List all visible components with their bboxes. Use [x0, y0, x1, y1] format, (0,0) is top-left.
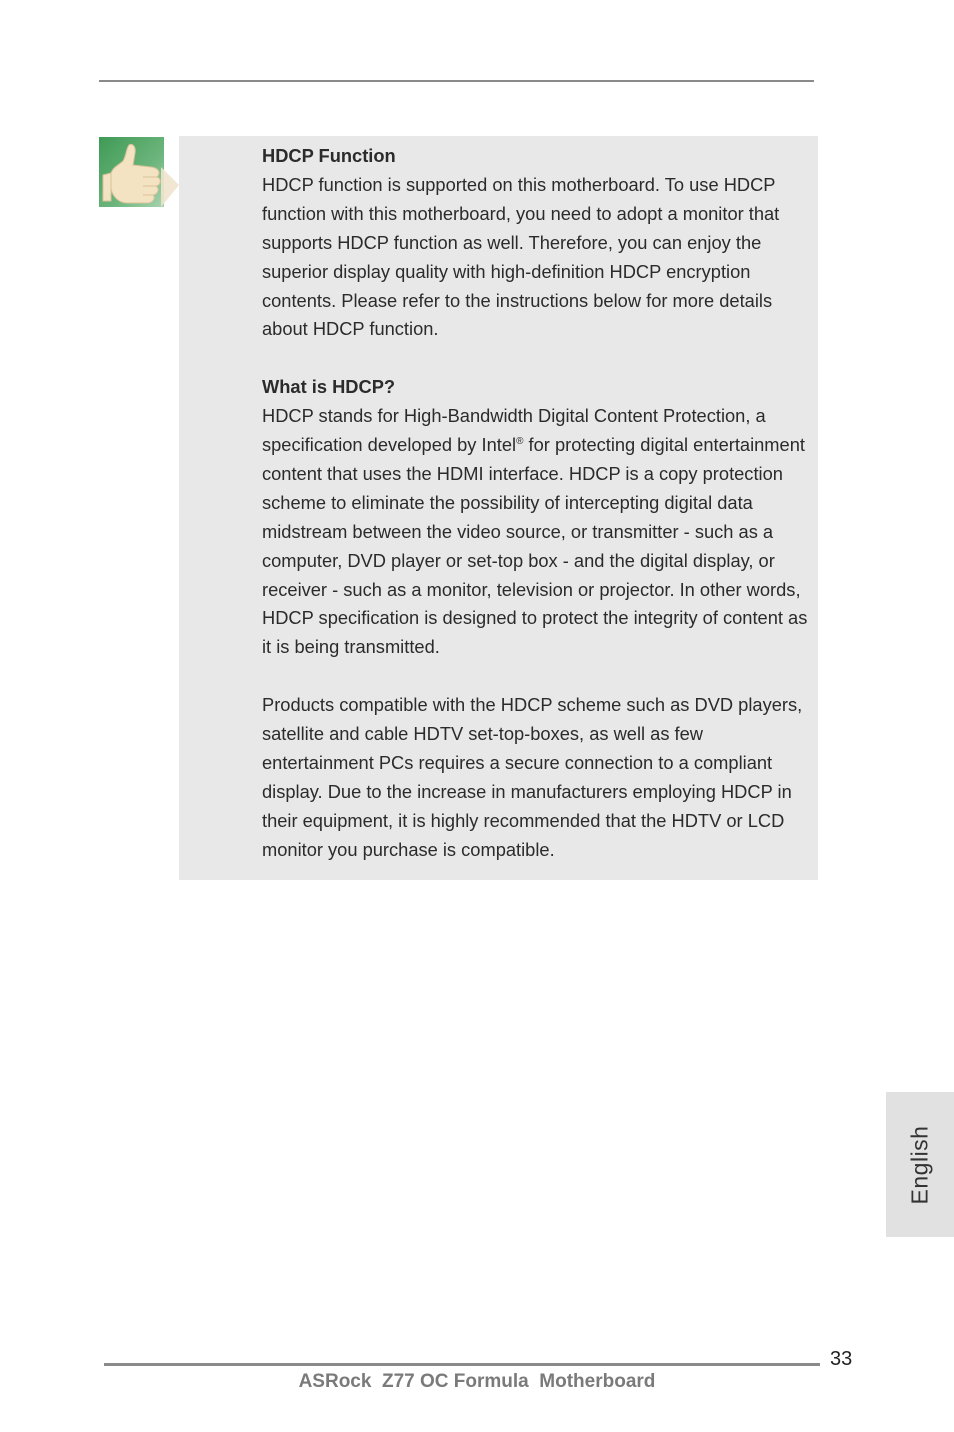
registered-mark: ®	[516, 435, 524, 447]
paragraph-compatible-products: Products compatible with the HDCP scheme such as DVD players, satellite and cable HDTV set-top-boxes, as well as few entertainment PCs requires a secure connection to a compliant display. Due to the increase in manufacturers employing HDCP in their equipment, it is highly recommended that the HDTV or LCD monitor you purchase is compatible.	[262, 694, 803, 860]
section-heading-what-is-hdcp: What is HDCP?	[262, 376, 396, 398]
note-content	[262, 142, 810, 865]
paragraph-hdcp-function: HDCP function is supported on this motherboard. To use HDCP function with this motherboard, you need to adopt a monitor that supports HDCP function as well. Therefore, you can enjoy the superior display quality with high-definition HDCP encryption contents. Please refer to the instructions below for more details about HDCP function.	[262, 173, 780, 340]
language-tab-label: English	[906, 1125, 933, 1204]
language-tab	[886, 1092, 954, 1237]
header-rule	[99, 80, 814, 82]
paragraph-text-part: for protecting digital entertainment content that uses the HDMI interface. HDCP is a copy protection scheme to eliminate the possibility of intercepting digital data midstream between the video source, or transmitter - such as a computer, DVD player or set-top box - and the digital display, or receiver - such as a monitor, television or projector. In other words, HDCP specification is designed to protect the integrity of content as it is being transmitted.	[262, 434, 808, 658]
thumbs-up-icon	[99, 137, 179, 215]
paragraph-text-part: HDCP stands for High-Bandwidth Digital Content Protection, a specification developed by Intel	[262, 405, 766, 456]
section-heading-hdcp-function: HDCP Function	[262, 145, 396, 166]
footer-rule	[104, 1363, 820, 1366]
footer-title: ASRock Z77 OC Formula Motherboard	[298, 1371, 656, 1392]
page-number: 33	[830, 1348, 853, 1370]
paragraph-what-is-hdcp	[262, 402, 810, 662]
